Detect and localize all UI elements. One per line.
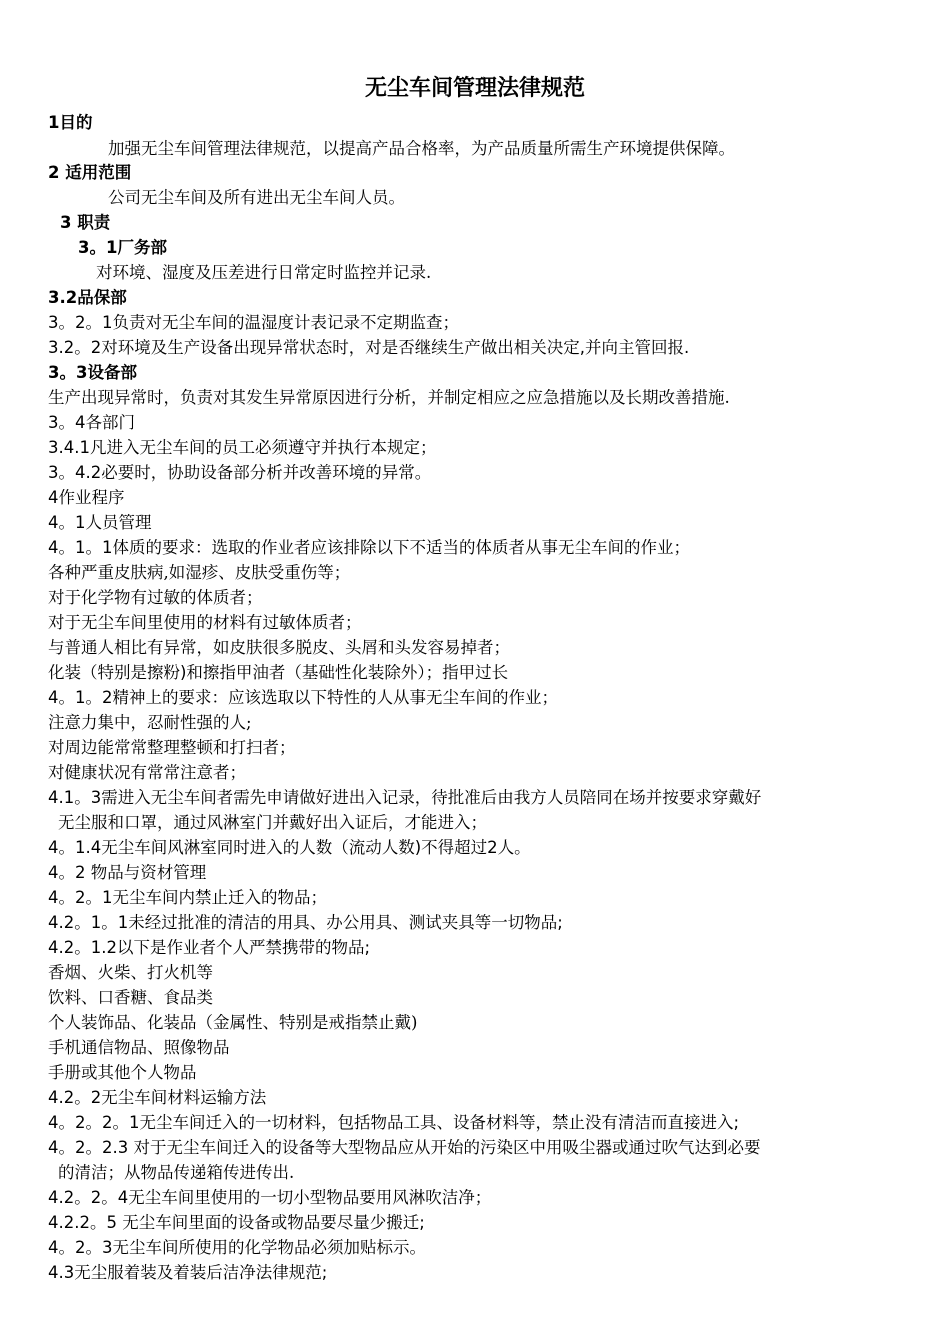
- text-line: 4.3无尘服着装及着装后洁净法律规范;: [48, 1263, 328, 1282]
- text-line: 4。1.4无尘车间风淋室同时进入的人数（流动人数)不得超过2人。: [48, 838, 531, 857]
- text-line: 4.2。1。1未经过批准的清洁的用具、办公用具、测试夹具等一切物品;: [48, 913, 563, 932]
- heading-3-2: 3.2品保部: [48, 288, 127, 307]
- text-line: 生产出现异常时，负责对其发生异常原因进行分析，并制定相应之应急措施以及长期改善措施.: [48, 388, 730, 407]
- text-line: 香烟、火柴、打火机等: [48, 963, 213, 982]
- heading-3-1: 3。1厂务部: [78, 238, 167, 257]
- heading-purpose: 1目的: [48, 113, 93, 132]
- heading-responsibility: 3 职责: [60, 213, 111, 232]
- text-line: 4。2。1无尘车间内禁止迁入的物品；: [48, 888, 327, 907]
- text-line: 化装（特别是擦粉)和擦指甲油者（基础性化装除外）；指甲过长: [48, 663, 509, 682]
- text-line: 3.4.1凡进入无尘车间的员工必须遵守并执行本规定；: [48, 438, 437, 457]
- text-line: 饮料、口香糖、食品类: [48, 988, 213, 1007]
- text-line: 各种严重皮肤病,如湿疹、皮肤受重伤等；: [48, 563, 351, 582]
- heading-3-4: 3。4各部门: [48, 413, 135, 432]
- document-title: 无尘车间管理法律规范: [364, 76, 585, 101]
- paragraph-purpose: 加强无尘车间管理法律规范，以提高产品合格率，为产品质量所需生产环境提供保障。: [108, 139, 735, 158]
- text-line: 注意力集中，忍耐性强的人;: [48, 713, 252, 732]
- text-line: 与普通人相比有异常，如皮肤很多脱皮、头屑和头发容易掉者；: [48, 638, 510, 657]
- text-line: 4.2。2无尘车间材料运输方法: [48, 1088, 267, 1107]
- text-line: 4。1。1体质的要求：选取的作业者应该排除以下不适当的体质者从事无尘车间的作业；: [48, 538, 690, 557]
- text-line: 个人装饰品、化装品（金属性、特别是戒指禁止戴): [48, 1013, 418, 1032]
- text-line: 对周边能常常整理整顿和打扫者；: [48, 738, 296, 757]
- heading-4-1: 4。1人员管理: [48, 513, 152, 532]
- text-line: 4。1。2精神上的要求：应该选取以下特性的人从事无尘车间的作业；: [48, 688, 558, 707]
- text-line: 4.1。3需进入无尘车间者需先申请做好进出入记录，待批准后由我方人员陪同在场并按要求穿戴好: [48, 788, 762, 807]
- heading-scope: 2 适用范围: [48, 163, 132, 182]
- text-line: 对健康状况有常常注意者；: [48, 763, 246, 782]
- text-line: 手册或其他个人物品: [48, 1063, 197, 1082]
- paragraph-3-1: 对环境、湿度及压差进行日常定时监控并记录.: [96, 263, 432, 282]
- heading-4: 4作业程序: [48, 488, 125, 507]
- text-line: 的清洁；从物品传递箱传进传出.: [58, 1163, 295, 1182]
- text-line: 4.2。2。4无尘车间里使用的一切小型物品要用风淋吹洁净；: [48, 1188, 492, 1207]
- heading-3-3: 3。3设备部: [48, 363, 137, 382]
- text-line: 3。4.2必要时，协助设备部分析并改善环境的异常。: [48, 463, 432, 482]
- text-line: 4。2。2.3 对于无尘车间迁入的设备等大型物品应从开始的污染区中用吸尘器或通过吹气达到必要: [48, 1138, 761, 1157]
- heading-4-2: 4。2 物品与资材管理: [48, 863, 207, 882]
- paragraph-scope: 公司无尘车间及所有进出无尘车间人员。: [108, 188, 405, 207]
- text-line: 4.2。1.2以下是作业者个人严禁携带的物品;: [48, 938, 371, 957]
- text-line: 4。2。3无尘车间所使用的化学物品必须加贴标示。: [48, 1238, 426, 1257]
- text-line: 3。2。1负责对无尘车间的温湿度计表记录不定期监查；: [48, 313, 459, 332]
- text-line: 3.2。2对环境及生产设备出现异常状态时，对是否继续生产做出相关决定,并向主管回报.: [48, 338, 690, 357]
- text-line: 对于无尘车间里使用的材料有过敏体质者；: [48, 613, 362, 632]
- text-line: 无尘服和口罩，通过风淋室门并戴好出入证后，才能进入；: [58, 813, 487, 832]
- text-line: 4.2.2。5 无尘车间里面的设备或物品要尽量少搬迁;: [48, 1213, 425, 1232]
- text-line: 对于化学物有过敏的体质者；: [48, 588, 263, 607]
- text-line: 手机通信物品、照像物品: [48, 1038, 230, 1057]
- text-line: 4。2。2。1无尘车间迁入的一切材料，包括物品工具、设备材料等，禁止没有清洁而直接进入;: [48, 1113, 740, 1132]
